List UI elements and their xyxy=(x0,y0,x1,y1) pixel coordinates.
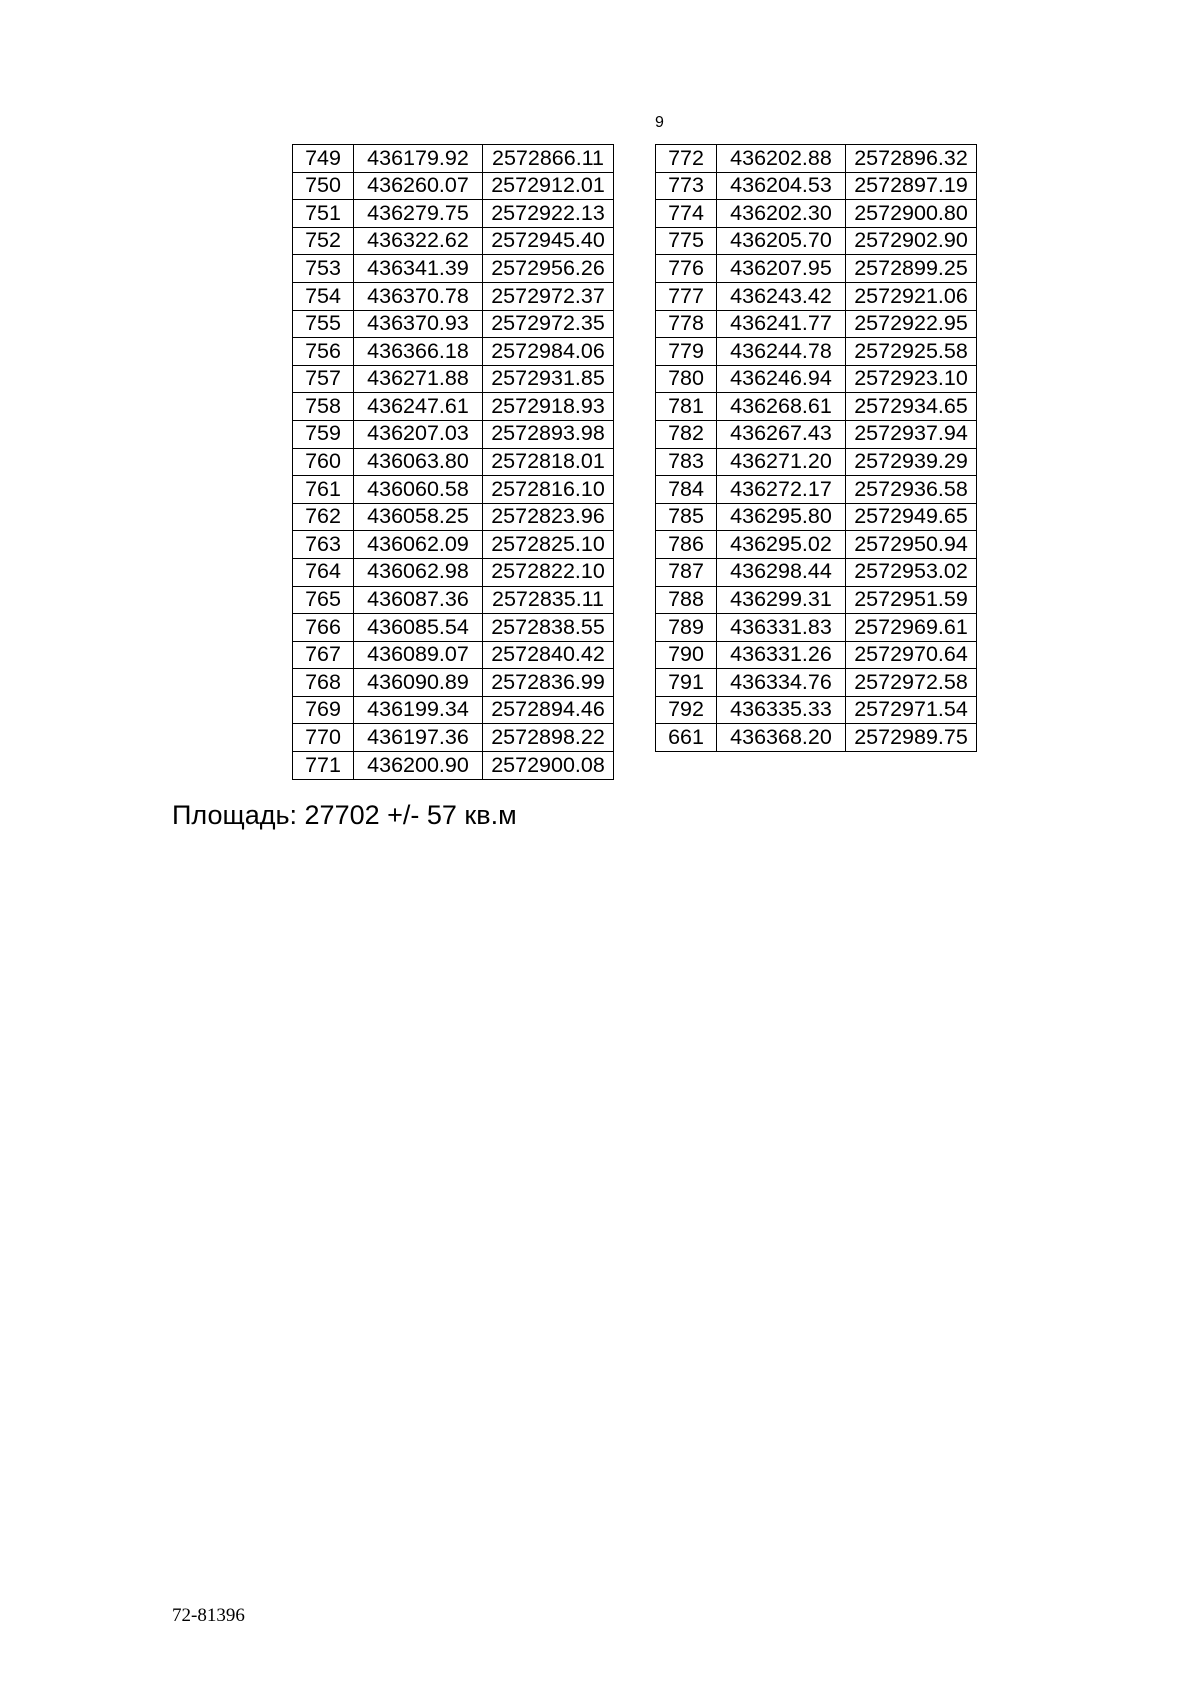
point-number-cell: 766 xyxy=(293,614,354,642)
y-coordinate-cell: 2572950.94 xyxy=(846,531,977,559)
coordinates-table-body xyxy=(293,145,614,780)
x-coordinate-cell: 436205.70 xyxy=(717,227,846,255)
table-row xyxy=(293,724,614,752)
y-coordinate-cell: 2572896.32 xyxy=(846,145,977,173)
x-coordinate-cell: 436087.36 xyxy=(354,586,483,614)
y-coordinate-cell: 2572949.65 xyxy=(846,503,977,531)
x-coordinate-cell: 436298.44 xyxy=(717,558,846,586)
x-coordinate-cell: 436368.20 xyxy=(717,724,846,752)
x-coordinate-cell: 436207.03 xyxy=(354,420,483,448)
point-number-cell: 751 xyxy=(293,200,354,228)
x-coordinate-cell: 436366.18 xyxy=(354,338,483,366)
page-number: 9 xyxy=(655,114,664,131)
point-number-cell: 773 xyxy=(656,172,717,200)
point-number-cell: 777 xyxy=(656,282,717,310)
x-coordinate-cell: 436279.75 xyxy=(354,200,483,228)
x-coordinate-cell: 436060.58 xyxy=(354,476,483,504)
point-number-cell: 753 xyxy=(293,255,354,283)
y-coordinate-cell: 2572936.58 xyxy=(846,476,977,504)
y-coordinate-cell: 2572931.85 xyxy=(483,365,614,393)
x-coordinate-cell: 436197.36 xyxy=(354,724,483,752)
y-coordinate-cell: 2572835.11 xyxy=(483,586,614,614)
y-coordinate-cell: 2572956.26 xyxy=(483,255,614,283)
y-coordinate-cell: 2572972.37 xyxy=(483,282,614,310)
point-number-cell: 761 xyxy=(293,476,354,504)
y-coordinate-cell: 2572893.98 xyxy=(483,420,614,448)
y-coordinate-cell: 2572969.61 xyxy=(846,614,977,642)
y-coordinate-cell: 2572899.25 xyxy=(846,255,977,283)
table-row xyxy=(656,669,977,697)
table-row xyxy=(293,282,614,310)
table-row xyxy=(656,558,977,586)
point-number-cell: 767 xyxy=(293,641,354,669)
y-coordinate-cell: 2572840.42 xyxy=(483,641,614,669)
x-coordinate-cell: 436200.90 xyxy=(354,752,483,780)
x-coordinate-cell: 436295.02 xyxy=(717,531,846,559)
area-statement: Площадь: 27702 +/- 57 кв.м xyxy=(172,800,517,830)
x-coordinate-cell: 436247.61 xyxy=(354,393,483,421)
y-coordinate-cell: 2572897.19 xyxy=(846,172,977,200)
y-coordinate-cell: 2572816.10 xyxy=(483,476,614,504)
point-number-cell: 771 xyxy=(293,752,354,780)
x-coordinate-cell: 436062.09 xyxy=(354,531,483,559)
table-row xyxy=(293,586,614,614)
y-coordinate-cell: 2572937.94 xyxy=(846,420,977,448)
y-coordinate-cell: 2572902.90 xyxy=(846,227,977,255)
point-number-cell: 750 xyxy=(293,172,354,200)
point-number-cell: 760 xyxy=(293,448,354,476)
point-number-cell: 785 xyxy=(656,503,717,531)
x-coordinate-cell: 436202.30 xyxy=(717,200,846,228)
table-row xyxy=(656,586,977,614)
table-row xyxy=(293,696,614,724)
x-coordinate-cell: 436331.83 xyxy=(717,614,846,642)
x-coordinate-cell: 436204.53 xyxy=(717,172,846,200)
x-coordinate-cell: 436271.20 xyxy=(717,448,846,476)
coordinates-table-right xyxy=(655,144,977,752)
y-coordinate-cell: 2572953.02 xyxy=(846,558,977,586)
table-row xyxy=(293,227,614,255)
x-coordinate-cell: 436341.39 xyxy=(354,255,483,283)
y-coordinate-cell: 2572970.64 xyxy=(846,641,977,669)
coordinates-table-body xyxy=(656,145,977,752)
table-row xyxy=(656,200,977,228)
y-coordinate-cell: 2572922.13 xyxy=(483,200,614,228)
point-number-cell: 759 xyxy=(293,420,354,448)
point-number-cell: 768 xyxy=(293,669,354,697)
x-coordinate-cell: 436090.89 xyxy=(354,669,483,697)
x-coordinate-cell: 436246.94 xyxy=(717,365,846,393)
table-row xyxy=(293,614,614,642)
table-row xyxy=(293,420,614,448)
point-number-cell: 788 xyxy=(656,586,717,614)
table-row xyxy=(293,393,614,421)
table-row xyxy=(656,310,977,338)
y-coordinate-cell: 2572836.99 xyxy=(483,669,614,697)
x-coordinate-cell: 436199.34 xyxy=(354,696,483,724)
point-number-cell: 787 xyxy=(656,558,717,586)
y-coordinate-cell: 2572989.75 xyxy=(846,724,977,752)
point-number-cell: 770 xyxy=(293,724,354,752)
x-coordinate-cell: 436272.17 xyxy=(717,476,846,504)
y-coordinate-cell: 2572822.10 xyxy=(483,558,614,586)
table-row xyxy=(656,420,977,448)
point-number-cell: 772 xyxy=(656,145,717,173)
point-number-cell: 780 xyxy=(656,365,717,393)
table-row xyxy=(656,255,977,283)
y-coordinate-cell: 2572922.95 xyxy=(846,310,977,338)
table-row xyxy=(656,614,977,642)
x-coordinate-cell: 436260.07 xyxy=(354,172,483,200)
y-coordinate-cell: 2572823.96 xyxy=(483,503,614,531)
table-row xyxy=(656,172,977,200)
y-coordinate-cell: 2572921.06 xyxy=(846,282,977,310)
y-coordinate-cell: 2572972.35 xyxy=(483,310,614,338)
x-coordinate-cell: 436063.80 xyxy=(354,448,483,476)
x-coordinate-cell: 436335.33 xyxy=(717,696,846,724)
y-coordinate-cell: 2572900.80 xyxy=(846,200,977,228)
table-row xyxy=(656,531,977,559)
point-number-cell: 779 xyxy=(656,338,717,366)
point-number-cell: 782 xyxy=(656,420,717,448)
point-number-cell: 783 xyxy=(656,448,717,476)
coordinates-table-left xyxy=(292,144,614,780)
x-coordinate-cell: 436062.98 xyxy=(354,558,483,586)
table-row xyxy=(293,503,614,531)
table-row xyxy=(293,365,614,393)
y-coordinate-cell: 2572951.59 xyxy=(846,586,977,614)
table-row xyxy=(656,448,977,476)
y-coordinate-cell: 2572900.08 xyxy=(483,752,614,780)
table-row xyxy=(293,338,614,366)
point-number-cell: 781 xyxy=(656,393,717,421)
point-number-cell: 791 xyxy=(656,669,717,697)
table-row xyxy=(656,476,977,504)
table-row xyxy=(293,448,614,476)
table-row xyxy=(656,641,977,669)
x-coordinate-cell: 436089.07 xyxy=(354,641,483,669)
table-row xyxy=(293,641,614,669)
table-row xyxy=(293,752,614,780)
x-coordinate-cell: 436295.80 xyxy=(717,503,846,531)
point-number-cell: 757 xyxy=(293,365,354,393)
y-coordinate-cell: 2572923.10 xyxy=(846,365,977,393)
table-row xyxy=(656,227,977,255)
point-number-cell: 764 xyxy=(293,558,354,586)
point-number-cell: 758 xyxy=(293,393,354,421)
point-number-cell: 762 xyxy=(293,503,354,531)
y-coordinate-cell: 2572818.01 xyxy=(483,448,614,476)
x-coordinate-cell: 436243.42 xyxy=(717,282,846,310)
point-number-cell: 778 xyxy=(656,310,717,338)
x-coordinate-cell: 436334.76 xyxy=(717,669,846,697)
point-number-cell: 775 xyxy=(656,227,717,255)
x-coordinate-cell: 436271.88 xyxy=(354,365,483,393)
table-row xyxy=(656,724,977,752)
x-coordinate-cell: 436299.31 xyxy=(717,586,846,614)
point-number-cell: 765 xyxy=(293,586,354,614)
point-number-cell: 786 xyxy=(656,531,717,559)
y-coordinate-cell: 2572894.46 xyxy=(483,696,614,724)
point-number-cell: 790 xyxy=(656,641,717,669)
y-coordinate-cell: 2572972.58 xyxy=(846,669,977,697)
table-row xyxy=(293,476,614,504)
x-coordinate-cell: 436085.54 xyxy=(354,614,483,642)
point-number-cell: 749 xyxy=(293,145,354,173)
x-coordinate-cell: 436370.78 xyxy=(354,282,483,310)
point-number-cell: 784 xyxy=(656,476,717,504)
point-number-cell: 755 xyxy=(293,310,354,338)
x-coordinate-cell: 436058.25 xyxy=(354,503,483,531)
x-coordinate-cell: 436268.61 xyxy=(717,393,846,421)
x-coordinate-cell: 436202.88 xyxy=(717,145,846,173)
y-coordinate-cell: 2572918.93 xyxy=(483,393,614,421)
y-coordinate-cell: 2572934.65 xyxy=(846,393,977,421)
table-row xyxy=(656,503,977,531)
point-number-cell: 763 xyxy=(293,531,354,559)
table-row xyxy=(656,338,977,366)
point-number-cell: 661 xyxy=(656,724,717,752)
table-row xyxy=(293,669,614,697)
point-number-cell: 752 xyxy=(293,227,354,255)
point-number-cell: 776 xyxy=(656,255,717,283)
y-coordinate-cell: 2572939.29 xyxy=(846,448,977,476)
x-coordinate-cell: 436370.93 xyxy=(354,310,483,338)
table-row xyxy=(656,393,977,421)
x-coordinate-cell: 436267.43 xyxy=(717,420,846,448)
table-row xyxy=(656,365,977,393)
y-coordinate-cell: 2572838.55 xyxy=(483,614,614,642)
x-coordinate-cell: 436331.26 xyxy=(717,641,846,669)
point-number-cell: 789 xyxy=(656,614,717,642)
point-number-cell: 792 xyxy=(656,696,717,724)
y-coordinate-cell: 2572945.40 xyxy=(483,227,614,255)
table-row xyxy=(293,145,614,173)
point-number-cell: 754 xyxy=(293,282,354,310)
y-coordinate-cell: 2572912.01 xyxy=(483,172,614,200)
table-row xyxy=(656,145,977,173)
x-coordinate-cell: 436244.78 xyxy=(717,338,846,366)
y-coordinate-cell: 2572866.11 xyxy=(483,145,614,173)
x-coordinate-cell: 436322.62 xyxy=(354,227,483,255)
x-coordinate-cell: 436179.92 xyxy=(354,145,483,173)
table-row xyxy=(293,558,614,586)
y-coordinate-cell: 2572898.22 xyxy=(483,724,614,752)
table-row xyxy=(293,200,614,228)
y-coordinate-cell: 2572971.54 xyxy=(846,696,977,724)
y-coordinate-cell: 2572825.10 xyxy=(483,531,614,559)
point-number-cell: 774 xyxy=(656,200,717,228)
table-row xyxy=(293,172,614,200)
table-row xyxy=(293,310,614,338)
y-coordinate-cell: 2572925.58 xyxy=(846,338,977,366)
point-number-cell: 756 xyxy=(293,338,354,366)
table-row xyxy=(293,531,614,559)
x-coordinate-cell: 436241.77 xyxy=(717,310,846,338)
point-number-cell: 769 xyxy=(293,696,354,724)
table-row xyxy=(656,696,977,724)
y-coordinate-cell: 2572984.06 xyxy=(483,338,614,366)
table-row xyxy=(656,282,977,310)
table-row xyxy=(293,255,614,283)
x-coordinate-cell: 436207.95 xyxy=(717,255,846,283)
document-code: 72-81396 xyxy=(172,1605,245,1626)
